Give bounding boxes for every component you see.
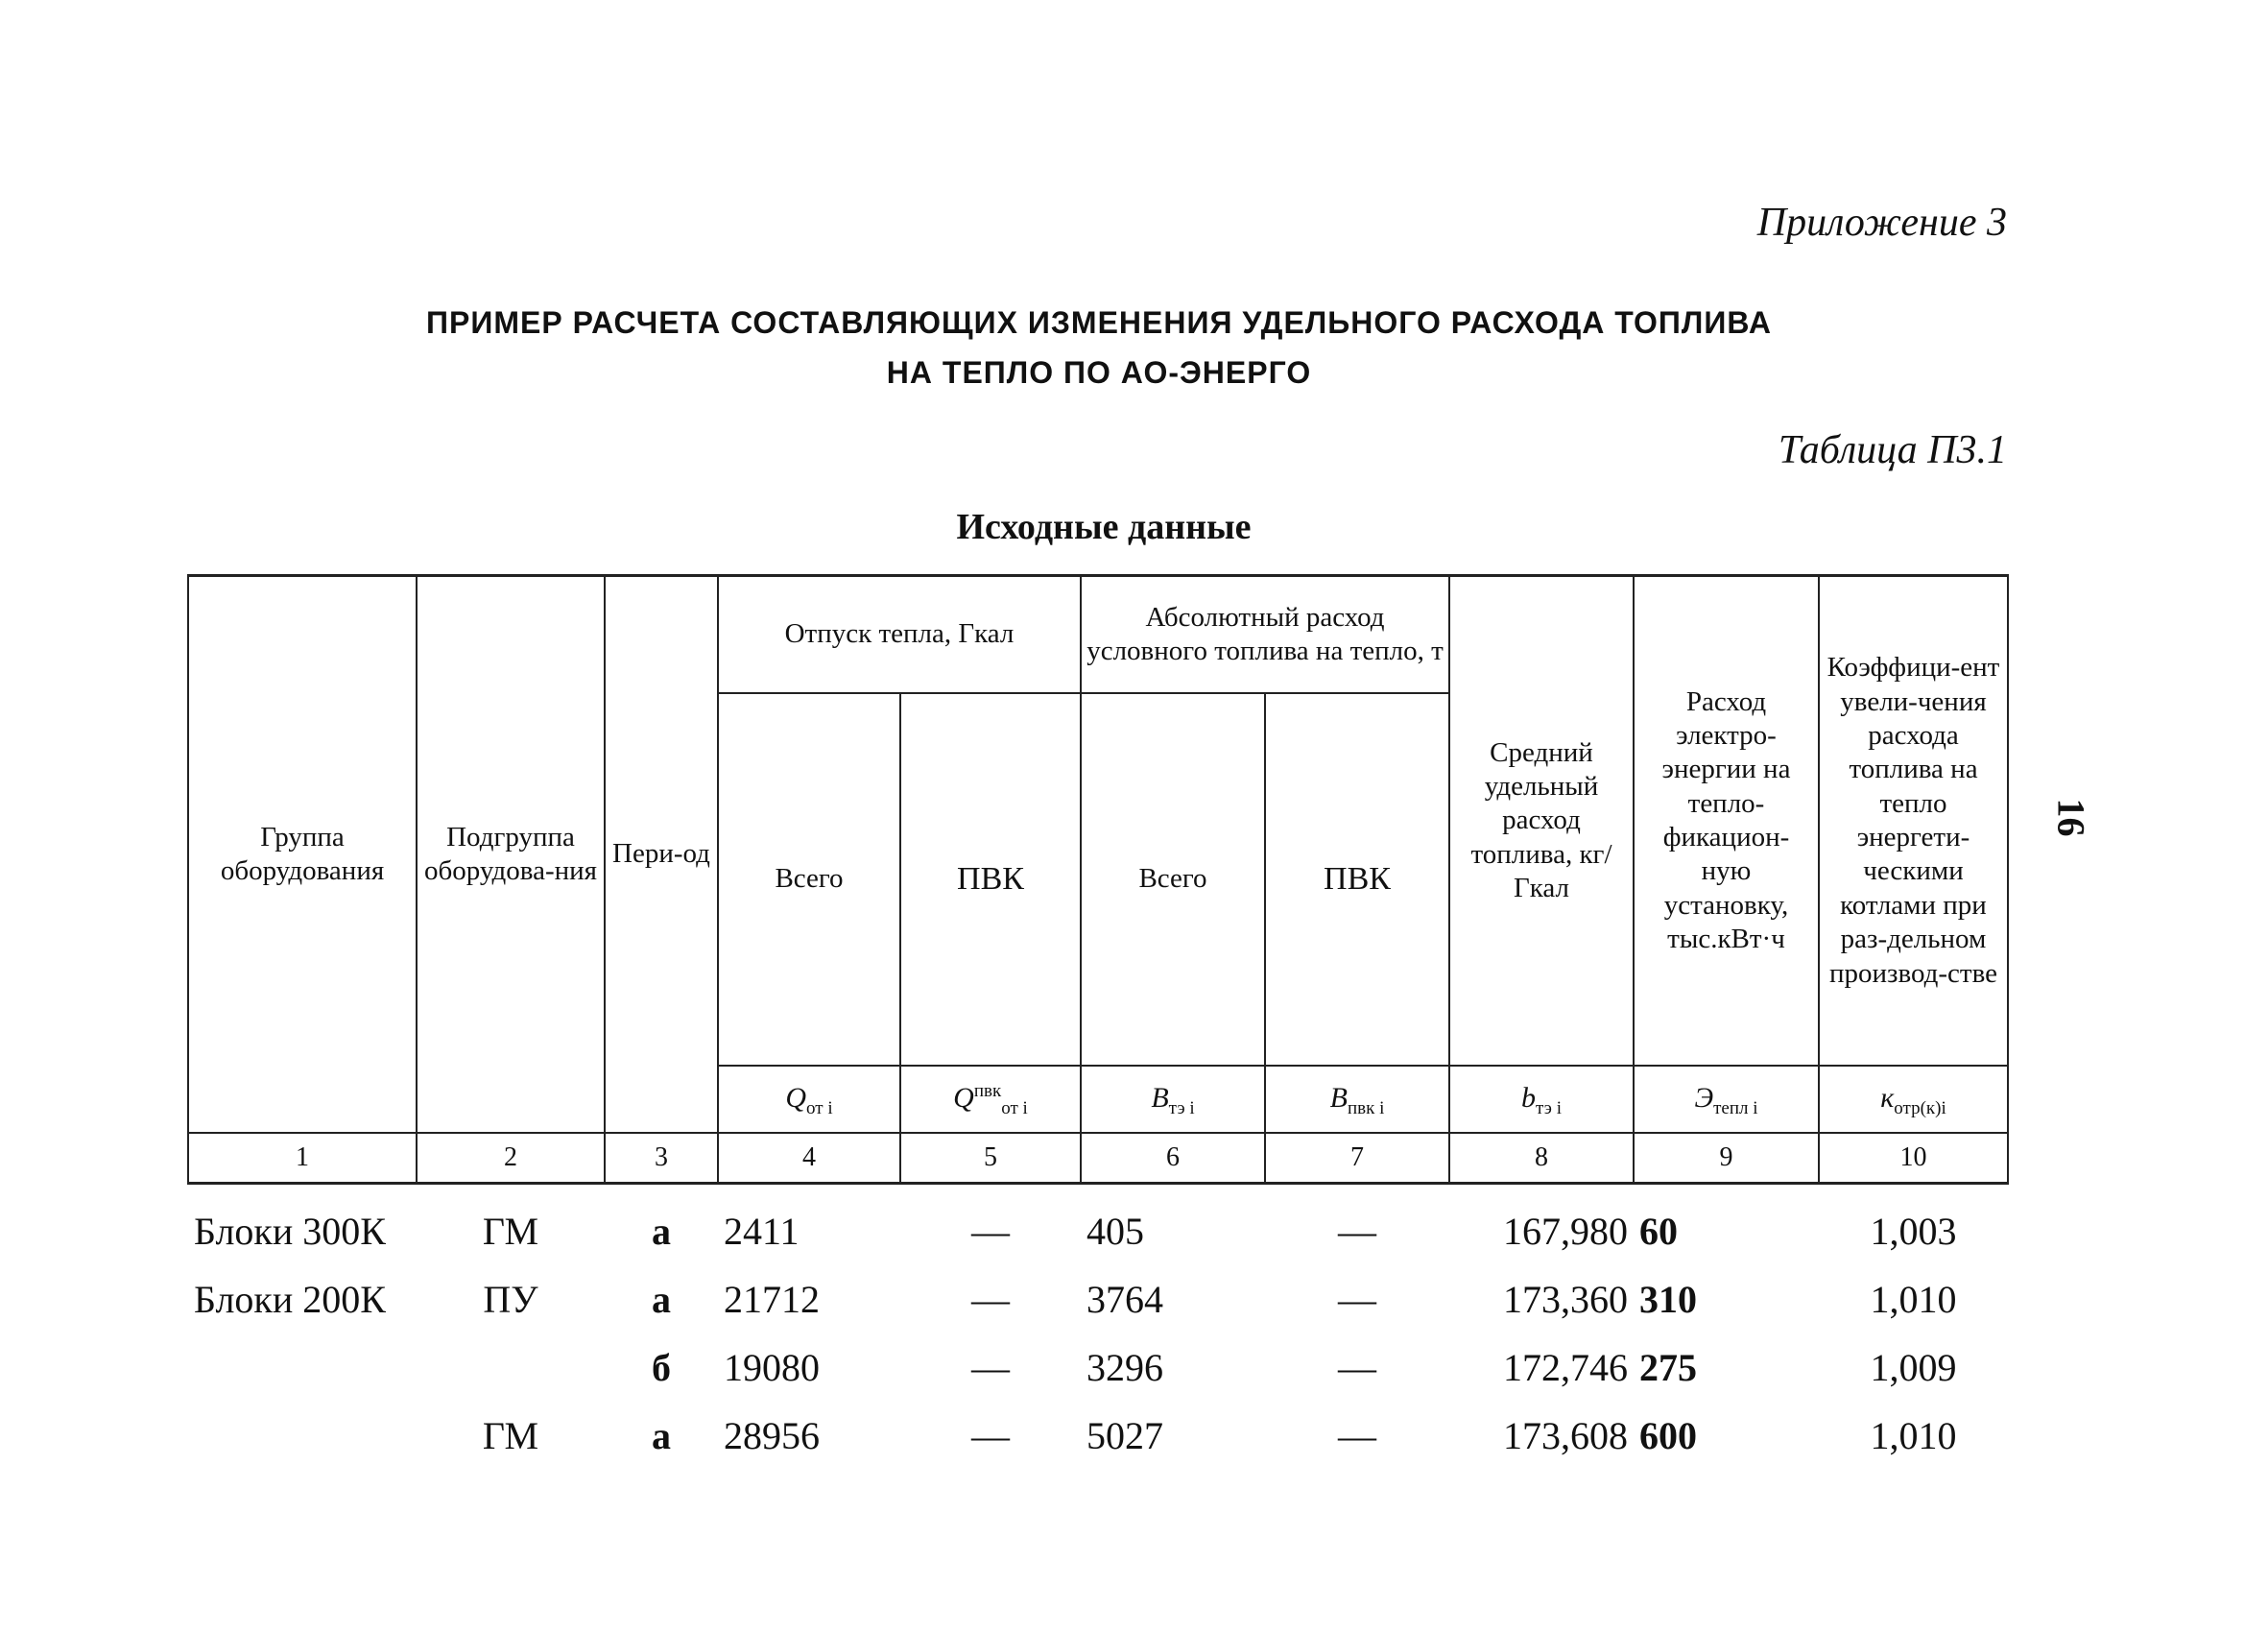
- cell-period: б: [652, 1346, 671, 1390]
- title-line-1: ПРИМЕР РАСЧЕТА СОСТАВЛЯЮЩИХ ИЗМЕНЕНИЯ УДЕЛЬНОГО РАСХОДА ТОПЛИВА: [426, 305, 1772, 340]
- column-number: 4: [718, 1133, 900, 1184]
- cell-group: Блоки 200К: [194, 1278, 386, 1322]
- cell-group: [188, 1334, 417, 1403]
- symbol-b-te: $B_{тэ i}$: [1081, 1066, 1265, 1133]
- cell-subgroup: ПУ: [483, 1278, 538, 1322]
- cell-period: а: [652, 1414, 671, 1458]
- cell-coefficient: 1,003: [1870, 1210, 1957, 1254]
- cell-heat-total: 19080: [724, 1346, 820, 1390]
- cell-average-fuel: 173,608: [1503, 1414, 1628, 1458]
- header-fuel-pvk: ПВК: [1265, 693, 1449, 1066]
- column-numbers-row: [188, 1133, 2008, 1184]
- cell-subgroup: ГМ: [482, 1210, 539, 1254]
- cell-heat-pvk: —: [971, 1346, 1010, 1390]
- cell-fuel-total: 5027: [1086, 1414, 1163, 1458]
- header-electricity: Расход электро-энергии на тепло-фикацион-ную установку, тыс.кВт·ч: [1634, 576, 1819, 1067]
- cell-group: [188, 1403, 417, 1471]
- cell-electricity: 600: [1639, 1414, 1697, 1458]
- header-subgroup: Подгруппа оборудова-ния: [417, 576, 605, 1134]
- cell-electricity: 60: [1639, 1210, 1678, 1254]
- column-number: 6: [1081, 1133, 1265, 1184]
- table-row: [188, 1266, 2008, 1334]
- column-number: 2: [417, 1133, 605, 1184]
- cell-average-fuel: 172,746: [1503, 1346, 1628, 1390]
- cell-electricity: 310: [1639, 1278, 1697, 1322]
- symbol-b-pvk: $B_{пвк i}$: [1265, 1066, 1449, 1133]
- header-average-fuel: Средний удельный расход топлива, кг/Гкал: [1449, 576, 1634, 1067]
- table-label: Таблица П3.1: [1778, 428, 2007, 472]
- title-line-2: НА ТЕПЛО ПО АО-ЭНЕРГО: [886, 355, 1312, 390]
- header-group: Группа оборудования: [188, 576, 417, 1134]
- cell-coefficient: 1,010: [1870, 1278, 1957, 1322]
- cell-period: а: [652, 1210, 671, 1254]
- column-number: 8: [1449, 1133, 1634, 1184]
- cell-heat-pvk: —: [971, 1278, 1010, 1322]
- cell-heat-total: 2411: [724, 1210, 800, 1254]
- document-title: [0, 298, 2198, 397]
- header-coefficient: Коэффици-ент увели-чения расхода топлива на тепло энергети-ческими котлами при раз-дельном производ-стве: [1819, 576, 2008, 1067]
- symbol-b-small: $b_{тэ i}$: [1449, 1066, 1634, 1133]
- symbol-q-ot-pvk: $Q^{пвк}_{от i}$: [900, 1066, 1081, 1133]
- cell-fuel-total: 405: [1086, 1210, 1144, 1254]
- header-heat-supply: Отпуск тепла, Гкал: [718, 576, 1081, 694]
- column-number: 9: [1634, 1133, 1819, 1184]
- cell-heat-total: 21712: [724, 1278, 820, 1322]
- symbol-k-otr: $к_{отр(к)i}$: [1819, 1066, 2008, 1133]
- column-number: 5: [900, 1133, 1081, 1184]
- table-row: [188, 1334, 2008, 1403]
- cell-fuel-pvk: —: [1338, 1346, 1376, 1390]
- column-number: 1: [188, 1133, 417, 1184]
- table-row: [188, 1403, 2008, 1471]
- page-number: 16: [2049, 798, 2093, 837]
- header-fuel-total: Всего: [1081, 693, 1265, 1066]
- source-data-table: [187, 574, 2009, 1471]
- cell-heat-pvk: —: [971, 1414, 1010, 1458]
- cell-fuel-pvk: —: [1338, 1414, 1376, 1458]
- column-number: 3: [605, 1133, 718, 1184]
- table-row: [188, 1184, 2008, 1267]
- cell-heat-pvk: —: [971, 1210, 1010, 1254]
- header-absolute-fuel: Абсолютный расход условного топлива на тепло, т: [1081, 576, 1449, 694]
- table-subtitle: Исходные данные: [956, 507, 1252, 547]
- cell-average-fuel: 173,360: [1503, 1278, 1628, 1322]
- cell-fuel-pvk: —: [1338, 1210, 1376, 1254]
- cell-fuel-pvk: —: [1338, 1278, 1376, 1322]
- cell-period: а: [652, 1278, 671, 1322]
- column-number: 7: [1265, 1133, 1449, 1184]
- symbol-q-ot: $Q_{от i}$: [718, 1066, 900, 1133]
- cell-heat-total: 28956: [724, 1414, 820, 1458]
- cell-subgroup: ГМ: [482, 1414, 539, 1458]
- symbol-e-tepl: $Э_{тепл i}$: [1634, 1066, 1819, 1133]
- header-heat-total: Всего: [718, 693, 900, 1066]
- cell-fuel-total: 3764: [1086, 1278, 1163, 1322]
- header-row-top: [188, 576, 2008, 694]
- header-heat-pvk: ПВК: [900, 693, 1081, 1066]
- cell-coefficient: 1,010: [1870, 1414, 1957, 1458]
- cell-fuel-total: 3296: [1086, 1346, 1163, 1390]
- cell-electricity: 275: [1639, 1346, 1697, 1390]
- header-period: Пери-од: [605, 576, 718, 1134]
- cell-average-fuel: 167,980: [1503, 1210, 1628, 1254]
- cell-subgroup: [417, 1334, 605, 1403]
- cell-group: Блоки 300К: [194, 1210, 386, 1254]
- appendix-label: Приложение 3: [1756, 201, 2007, 245]
- cell-coefficient: 1,009: [1870, 1346, 1957, 1390]
- column-number: 10: [1819, 1133, 2008, 1184]
